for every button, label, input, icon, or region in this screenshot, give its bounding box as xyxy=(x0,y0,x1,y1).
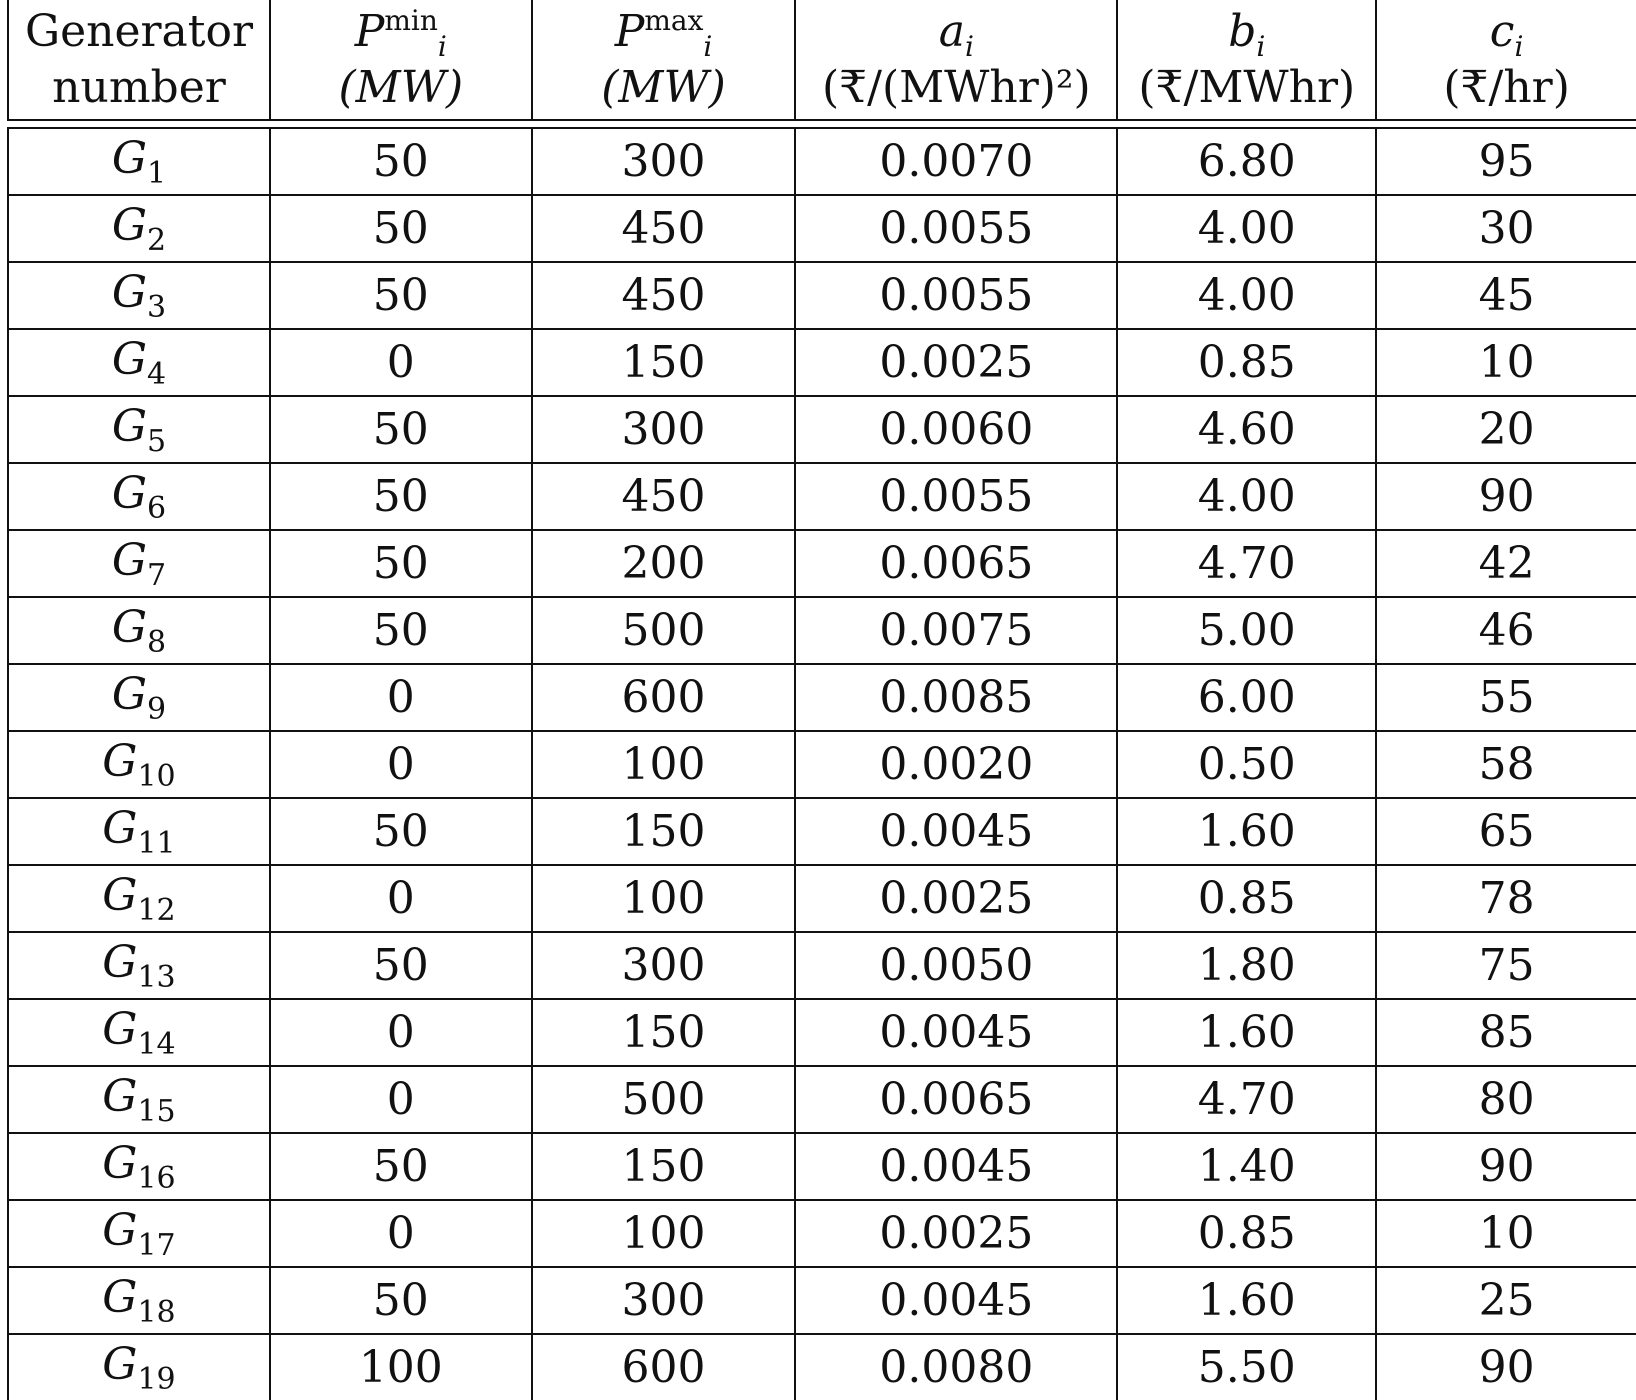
b-coefficient-cell: 1.60 xyxy=(1117,999,1376,1066)
b-coefficient-cell: 5.00 xyxy=(1117,597,1376,664)
header-pmax-unit: (MW) xyxy=(601,61,726,113)
c-coefficient-cell: 95 xyxy=(1376,128,1636,195)
generator-symbol: G xyxy=(111,669,147,720)
pmin-cell: 50 xyxy=(270,1133,532,1200)
pmax-cell: 500 xyxy=(532,597,796,664)
c-coefficient-cell: 20 xyxy=(1376,396,1636,463)
generator-number-cell xyxy=(8,1066,270,1133)
c-coefficient-cell: 75 xyxy=(1376,932,1636,999)
header-c-symbol: $c_i$ xyxy=(1489,5,1524,63)
table-row xyxy=(8,731,1636,798)
header-pmax-symbol: $P^{max}_i$ xyxy=(614,3,713,63)
table-row xyxy=(8,1200,1636,1267)
pmin-cell: 50 xyxy=(270,262,532,329)
c-coefficient-cell: 30 xyxy=(1376,195,1636,262)
table-header xyxy=(8,0,1636,120)
b-coefficient-cell: 1.60 xyxy=(1117,1267,1376,1334)
pmin-cell: 50 xyxy=(270,1267,532,1334)
generator-number-cell xyxy=(8,999,270,1066)
pmax-cell: 300 xyxy=(532,1267,796,1334)
table-row xyxy=(8,195,1636,262)
generator-index: 16 xyxy=(137,1161,176,1196)
a-coefficient-cell: 0.0045 xyxy=(795,1133,1117,1200)
generator-index: 19 xyxy=(137,1362,176,1397)
generator-symbol: G xyxy=(111,267,147,318)
header-b-unit: (₹/MWhr) xyxy=(1138,61,1356,113)
table-row xyxy=(8,597,1636,664)
pmax-cell: 300 xyxy=(532,932,796,999)
pmax-cell: 150 xyxy=(532,1133,796,1200)
a-coefficient-cell: 0.0045 xyxy=(795,798,1117,865)
pmax-cell: 100 xyxy=(532,731,796,798)
header-b xyxy=(1117,0,1376,120)
a-coefficient-cell: 0.0055 xyxy=(795,195,1117,262)
header-pmin-symbol: $P^{min}_i$ xyxy=(354,3,447,63)
generator-index: 3 xyxy=(147,290,167,325)
pmin-cell: 50 xyxy=(270,530,532,597)
pmin-cell: 50 xyxy=(270,597,532,664)
generator-index: 8 xyxy=(147,625,167,660)
generator-number-cell xyxy=(8,865,270,932)
header-a-unit: (₹/(MWhr)²) xyxy=(821,61,1091,113)
b-coefficient-cell: 6.80 xyxy=(1117,128,1376,195)
generator-number-cell xyxy=(8,664,270,731)
table-row xyxy=(8,999,1636,1066)
a-coefficient-cell: 0.0060 xyxy=(795,396,1117,463)
table-row xyxy=(8,329,1636,396)
generator-symbol: G xyxy=(102,1339,138,1390)
c-coefficient-cell: 58 xyxy=(1376,731,1636,798)
header-b-symbol: $b_i$ xyxy=(1228,5,1266,63)
table-row xyxy=(8,128,1636,195)
a-coefficient-cell: 0.0070 xyxy=(795,128,1117,195)
generator-number-cell xyxy=(8,396,270,463)
pmax-cell: 500 xyxy=(532,1066,796,1133)
pmax-cell: 300 xyxy=(532,128,796,195)
header-double-rule xyxy=(8,120,1636,128)
generator-symbol: G xyxy=(111,334,147,385)
table-row xyxy=(8,798,1636,865)
table-body xyxy=(8,120,1636,1400)
generator-symbol: G xyxy=(102,1004,138,1055)
header-c xyxy=(1376,0,1636,120)
pmax-cell: 150 xyxy=(532,798,796,865)
generator-symbol: G xyxy=(102,937,138,988)
generator-index: 11 xyxy=(137,826,176,861)
pmax-cell: 100 xyxy=(532,1200,796,1267)
c-coefficient-cell: 42 xyxy=(1376,530,1636,597)
header-pmax xyxy=(532,0,796,120)
generator-index: 7 xyxy=(147,558,167,593)
pmin-cell: 0 xyxy=(270,1066,532,1133)
generator-symbol: G xyxy=(102,1272,138,1323)
table-row xyxy=(8,1066,1636,1133)
generator-number-cell xyxy=(8,128,270,195)
c-coefficient-cell: 90 xyxy=(1376,1133,1636,1200)
pmax-cell: 450 xyxy=(532,463,796,530)
b-coefficient-cell: 1.40 xyxy=(1117,1133,1376,1200)
pmin-cell: 0 xyxy=(270,1200,532,1267)
generator-number-cell xyxy=(8,1133,270,1200)
generator-symbol: G xyxy=(102,803,138,854)
pmin-cell: 50 xyxy=(270,195,532,262)
generator-symbol: G xyxy=(111,468,147,519)
a-coefficient-cell: 0.0085 xyxy=(795,664,1117,731)
generator-symbol: G xyxy=(111,602,147,653)
header-a xyxy=(795,0,1117,120)
table-row xyxy=(8,396,1636,463)
pmax-cell: 150 xyxy=(532,999,796,1066)
c-coefficient-cell: 80 xyxy=(1376,1066,1636,1133)
generator-number-cell xyxy=(8,195,270,262)
table-row xyxy=(8,530,1636,597)
b-coefficient-cell: 4.60 xyxy=(1117,396,1376,463)
generator-number-cell xyxy=(8,530,270,597)
generator-number-cell xyxy=(8,798,270,865)
b-coefficient-cell: 6.00 xyxy=(1117,664,1376,731)
table-row xyxy=(8,1334,1636,1400)
c-coefficient-cell: 55 xyxy=(1376,664,1636,731)
a-coefficient-cell: 0.0045 xyxy=(795,1267,1117,1334)
generator-symbol: G xyxy=(102,1205,138,1256)
a-coefficient-cell: 0.0045 xyxy=(795,999,1117,1066)
pmax-cell: 200 xyxy=(532,530,796,597)
c-coefficient-cell: 85 xyxy=(1376,999,1636,1066)
c-coefficient-cell: 10 xyxy=(1376,329,1636,396)
b-coefficient-cell: 4.00 xyxy=(1117,463,1376,530)
header-pmin-unit: (MW) xyxy=(338,61,464,113)
a-coefficient-cell: 0.0050 xyxy=(795,932,1117,999)
generator-symbol: G xyxy=(102,870,138,921)
c-coefficient-cell: 90 xyxy=(1376,463,1636,530)
c-coefficient-cell: 10 xyxy=(1376,1200,1636,1267)
generator-symbol: G xyxy=(102,1071,138,1122)
c-coefficient-cell: 65 xyxy=(1376,798,1636,865)
a-coefficient-cell: 0.0055 xyxy=(795,262,1117,329)
b-coefficient-cell: 1.60 xyxy=(1117,798,1376,865)
generator-number-cell xyxy=(8,932,270,999)
table-row xyxy=(8,664,1636,731)
table-row xyxy=(8,1267,1636,1334)
header-generator-number xyxy=(8,0,270,120)
b-coefficient-cell: 1.80 xyxy=(1117,932,1376,999)
header-row xyxy=(8,0,1636,120)
c-coefficient-cell: 25 xyxy=(1376,1267,1636,1334)
pmin-cell: 0 xyxy=(270,731,532,798)
generator-index: 12 xyxy=(137,893,176,928)
generator-index: 5 xyxy=(147,424,167,459)
header-pmin xyxy=(270,0,532,120)
generator-index: 10 xyxy=(137,759,176,794)
a-coefficient-cell: 0.0065 xyxy=(795,1066,1117,1133)
generator-number-cell xyxy=(8,463,270,530)
pmin-cell: 0 xyxy=(270,329,532,396)
pmax-cell: 600 xyxy=(532,664,796,731)
generator-number-cell xyxy=(8,597,270,664)
generator-symbol: G xyxy=(111,133,147,184)
pmax-cell: 450 xyxy=(532,262,796,329)
pmin-cell: 50 xyxy=(270,932,532,999)
generator-index: 2 xyxy=(147,223,167,258)
pmax-cell: 100 xyxy=(532,865,796,932)
generator-number-cell xyxy=(8,731,270,798)
a-coefficient-cell: 0.0075 xyxy=(795,597,1117,664)
generator-number-cell xyxy=(8,1200,270,1267)
generator-index: 1 xyxy=(147,156,167,191)
pmin-cell: 50 xyxy=(270,798,532,865)
a-coefficient-cell: 0.0025 xyxy=(795,1200,1117,1267)
a-coefficient-cell: 0.0055 xyxy=(795,463,1117,530)
pmax-cell: 150 xyxy=(532,329,796,396)
table-row xyxy=(8,463,1636,530)
a-coefficient-cell: 0.0065 xyxy=(795,530,1117,597)
generator-symbol: G xyxy=(102,1138,138,1189)
a-coefficient-cell: 0.0025 xyxy=(795,865,1117,932)
table-row xyxy=(8,932,1636,999)
pmin-cell: 50 xyxy=(270,396,532,463)
b-coefficient-cell: 4.00 xyxy=(1117,195,1376,262)
header-c-unit: (₹/hr) xyxy=(1443,61,1570,113)
generator-symbol: G xyxy=(111,535,147,586)
generator-index: 4 xyxy=(147,357,167,392)
c-coefficient-cell: 46 xyxy=(1376,597,1636,664)
generator-symbol: G xyxy=(111,200,147,251)
generator-number-cell xyxy=(8,262,270,329)
table-row xyxy=(8,1133,1636,1200)
generator-number-cell xyxy=(8,1334,270,1400)
b-coefficient-cell: 0.85 xyxy=(1117,1200,1376,1267)
a-coefficient-cell: 0.0025 xyxy=(795,329,1117,396)
b-coefficient-cell: 4.70 xyxy=(1117,1066,1376,1133)
a-coefficient-cell: 0.0020 xyxy=(795,731,1117,798)
generator-index: 14 xyxy=(137,1027,176,1062)
generator-index: 17 xyxy=(137,1228,176,1263)
header-generator-line1: Generator xyxy=(24,5,253,57)
generator-data-table xyxy=(7,0,1636,1400)
pmax-cell: 450 xyxy=(532,195,796,262)
generator-index: 18 xyxy=(137,1295,176,1330)
generator-index: 6 xyxy=(147,491,167,526)
b-coefficient-cell: 0.85 xyxy=(1117,865,1376,932)
pmin-cell: 50 xyxy=(270,128,532,195)
generator-index: 9 xyxy=(147,692,167,727)
c-coefficient-cell: 90 xyxy=(1376,1334,1636,1400)
b-coefficient-cell: 0.85 xyxy=(1117,329,1376,396)
generator-index: 13 xyxy=(137,960,176,995)
generator-symbol: G xyxy=(111,401,147,452)
a-coefficient-cell: 0.0080 xyxy=(795,1334,1117,1400)
table-row xyxy=(8,865,1636,932)
header-a-symbol: $a_i$ xyxy=(938,5,974,63)
pmin-cell: 100 xyxy=(270,1334,532,1400)
table-row xyxy=(8,262,1636,329)
generator-number-cell xyxy=(8,1267,270,1334)
generator-symbol: G xyxy=(102,736,138,787)
c-coefficient-cell: 45 xyxy=(1376,262,1636,329)
pmax-cell: 300 xyxy=(532,396,796,463)
header-generator-line2: number xyxy=(52,61,226,113)
b-coefficient-cell: 0.50 xyxy=(1117,731,1376,798)
pmin-cell: 0 xyxy=(270,865,532,932)
pmax-cell: 600 xyxy=(532,1334,796,1400)
generator-number-cell xyxy=(8,329,270,396)
pmin-cell: 0 xyxy=(270,999,532,1066)
b-coefficient-cell: 4.70 xyxy=(1117,530,1376,597)
generator-index: 15 xyxy=(137,1094,176,1129)
pmin-cell: 0 xyxy=(270,664,532,731)
pmin-cell: 50 xyxy=(270,463,532,530)
b-coefficient-cell: 5.50 xyxy=(1117,1334,1376,1400)
b-coefficient-cell: 4.00 xyxy=(1117,262,1376,329)
c-coefficient-cell: 78 xyxy=(1376,865,1636,932)
